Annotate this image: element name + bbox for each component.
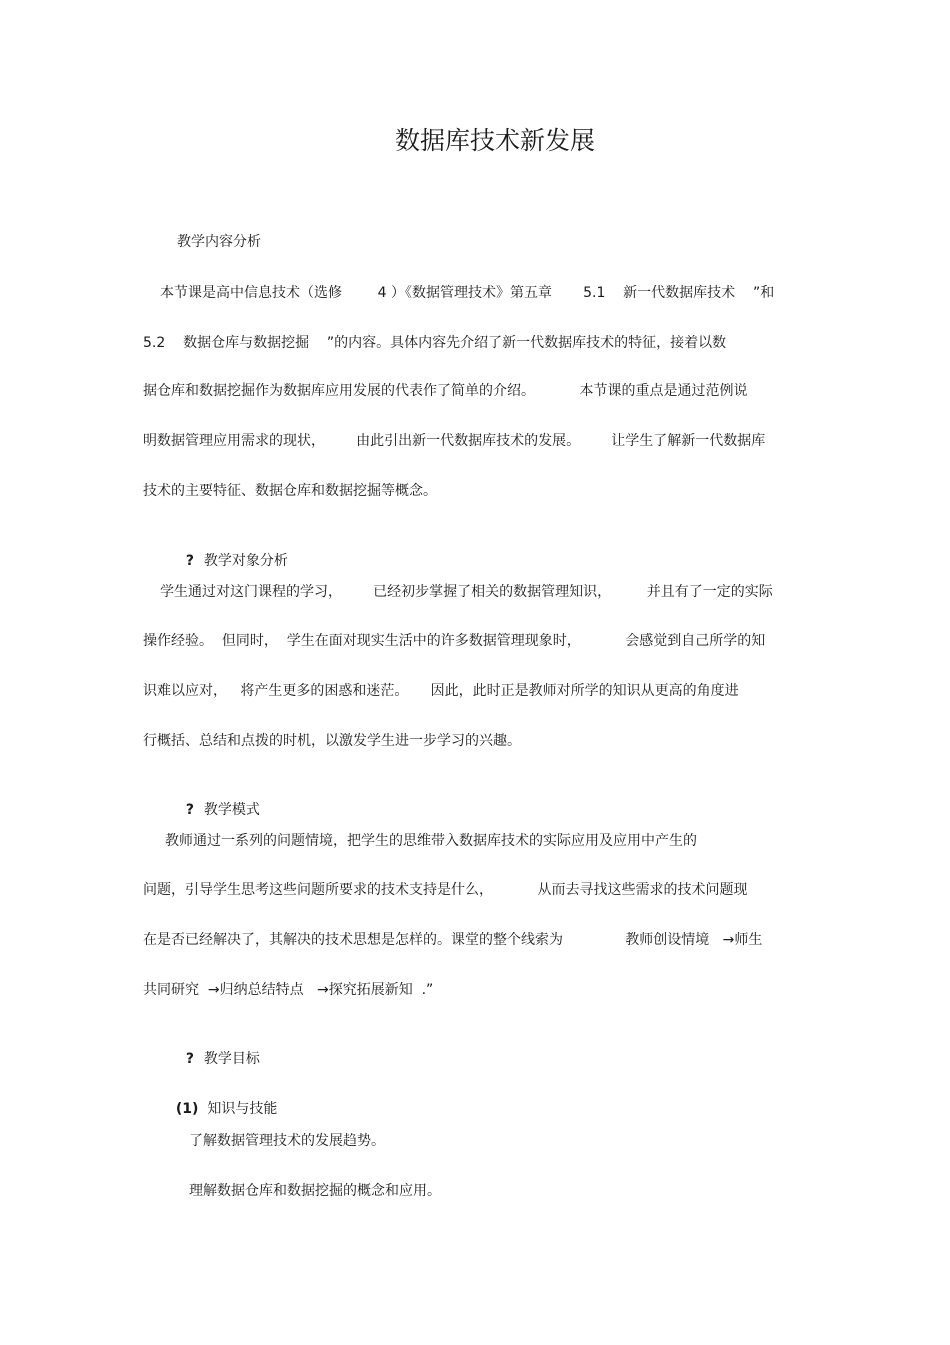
bullet-marker: ?	[185, 553, 195, 569]
paragraph-line: 教师通过一系列的问题情境，把学生的思维带入数据库技术的实际应用及应用中产生的	[165, 833, 697, 849]
paragraph-line: 据仓库和数据挖掘作为数据库应用发展的代表作了简单的介绍。 本节课的重点是通过范例说	[143, 383, 748, 399]
paragraph-line: 技术的主要特征、数据仓库和数据挖掘等概念。	[143, 483, 437, 499]
bullet-marker: ?	[185, 802, 195, 818]
paragraph-line: 操作经验。 但同时， 学生在面对现实生活中的许多数据管理现象时， 会感觉到自己所学的知	[143, 633, 766, 649]
page-title: 数据库技术新发展	[394, 126, 595, 155]
paragraph-line: 在是否已经解决了，其解决的技术思想是怎样的。课堂的整个线索为 教师创设情境 →师生	[143, 932, 763, 948]
subsection-number: (1)	[175, 1101, 199, 1117]
paragraph-line: 学生通过对这门课程的学习， 已经初步掌握了相关的数据管理知识， 并且有了一定的实际	[160, 584, 773, 600]
paragraph-line: 本节课是高中信息技术（选修 4 ）《数据管理技术》第五章 5.1 新一代数据库技术 ”和	[160, 285, 775, 301]
paragraph-line: 明数据管理应用需求的现状， 由此引出新一代数据库技术的发展。 让学生了解新一代数据库	[143, 433, 766, 449]
section-heading-text: 教学目标	[203, 1051, 260, 1067]
section-heading-teaching-mode	[177, 783, 260, 819]
section-heading-content-analysis: 教学内容分析	[177, 234, 261, 250]
paragraph-line: 5.2 数据仓库与数据挖掘 ”的内容。具体内容先介绍了新一代数据库技术的特征，接着以数	[143, 335, 727, 351]
bullet-marker: ?	[185, 1051, 195, 1067]
section-heading-teaching-goals	[177, 1032, 260, 1068]
subsection-heading	[167, 1082, 277, 1118]
paragraph-line: 问题，引导学生思考这些问题所要求的技术支持是什么， 从而去寻找这些需求的技术问题现	[143, 882, 748, 898]
section-heading-text: 教学模式	[203, 802, 260, 818]
subsection-title: 知识与技能	[207, 1101, 278, 1117]
paragraph-line: 识难以应对， 将产生更多的困惑和迷茫。 因此，此时正是教师对所学的知识从更高的角度进	[143, 683, 739, 699]
paragraph-line: 共同研究 →归纳总结特点 →探究拓展新知 .”	[143, 982, 434, 998]
goal-item: 理解数据仓库和数据挖掘的概念和应用。	[189, 1183, 441, 1199]
section-heading-text: 教学对象分析	[203, 553, 288, 569]
section-heading-object-analysis	[177, 534, 288, 570]
goal-item: 了解数据管理技术的发展趋势。	[189, 1133, 385, 1149]
paragraph-line: 行概括、总结和点拨的时机，以激发学生进一步学习的兴趣。	[143, 733, 521, 749]
